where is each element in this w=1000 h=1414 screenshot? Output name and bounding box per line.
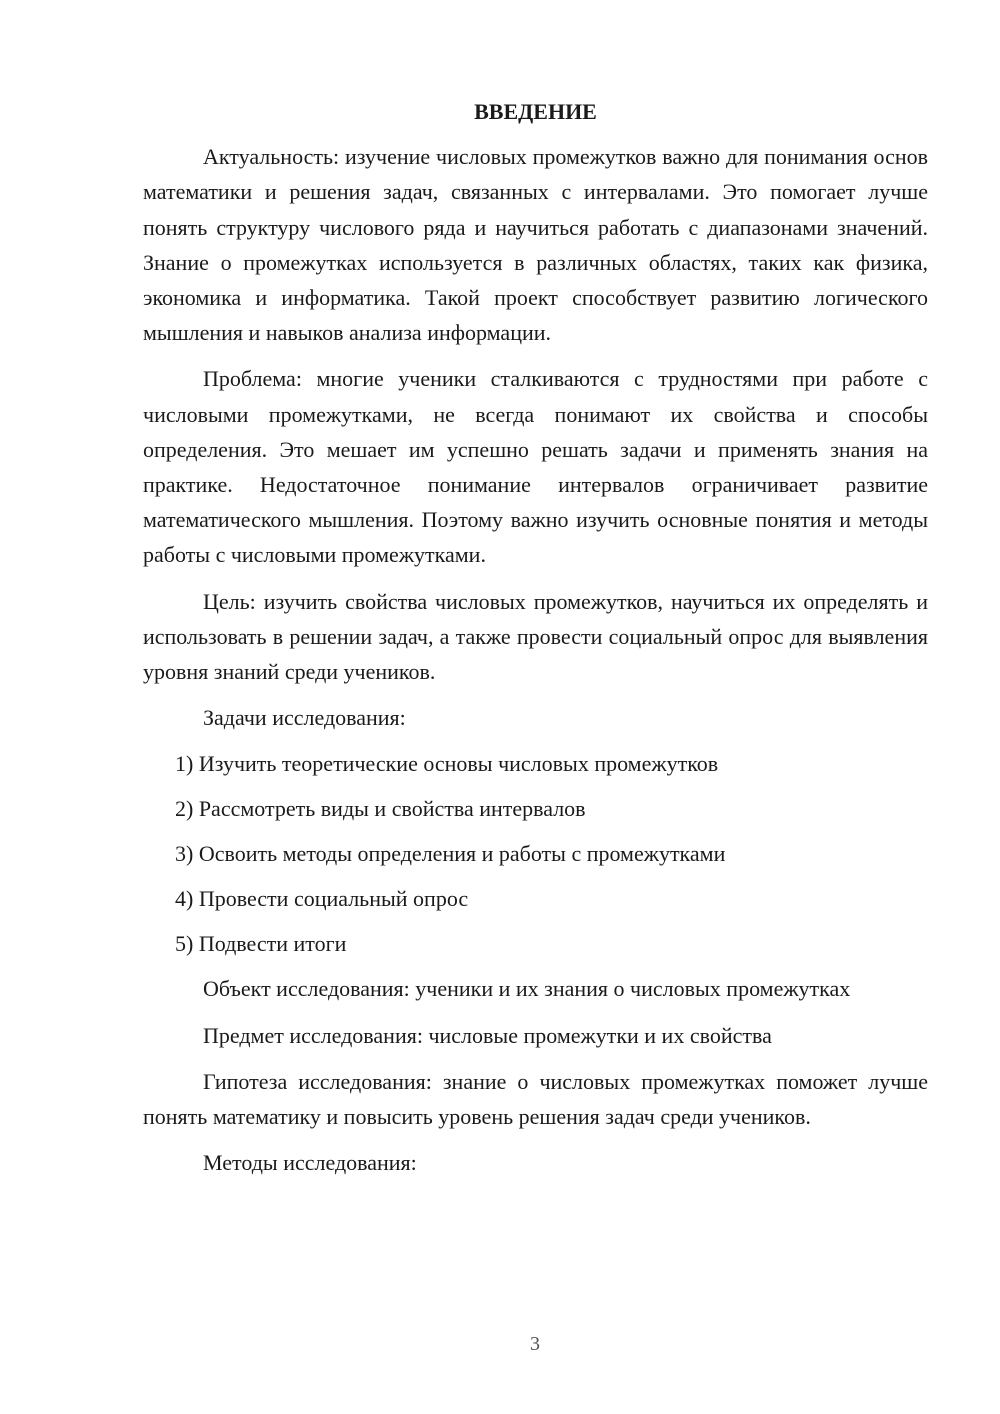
goal-paragraph: Цель: изучить свойства числовых промежутков, научиться их определять и использовать в решении задач, а также провести социальный опрос для выявления уровня знаний среди учеников.	[143, 588, 928, 685]
list-item: 3) Освоить методы определения и работы с промежутками	[175, 841, 726, 867]
tasks-heading: Задачи исследования:	[203, 705, 406, 731]
page-number: 3	[530, 1333, 540, 1355]
list-item: 4) Провести социальный опрос	[175, 886, 469, 912]
list-item: 1) Изучить теоретические основы числовых промежутков	[175, 751, 719, 777]
page-title: ВВЕДЕНИЕ	[474, 99, 597, 124]
subject-paragraph: Предмет исследования: числовые промежутки и их свойства	[203, 1022, 772, 1048]
list-item: 5) Подвести итоги	[175, 931, 347, 957]
relevance-paragraph: Актуальность: изучение числовых промежутков важно для понимания основ математики и решения задач, связанных с интервалами. Это помогает лучше понять структуру числового ряда и научиться работать с диапазонами значений. Знание о промежутках используется в различных областях, таких как физика, экономика и информатика. Такой проект способствует развитию логического мышления и навыков анализа информации.	[143, 144, 928, 346]
page-content	[143, 94, 928, 1180]
tasks-list	[143, 746, 928, 961]
object-paragraph: Объект исследования: ученики и их знания о числовых промежутках	[203, 976, 851, 1002]
hypothesis-paragraph: Гипотеза исследования: знание о числовых промежутках поможет лучше понять математику и повысить уровень решения задач среди учеников.	[143, 1068, 928, 1130]
list-item: 2) Рассмотреть виды и свойства интервалов	[175, 796, 586, 822]
methods-heading: Методы исследования:	[203, 1150, 417, 1176]
problem-paragraph: Проблема: многие ученики сталкиваются с трудностями при работе с числовыми промежутками, не всегда понимают их свойства и способы определения. Это мешает им успешно решать задачи и применять знания на практике. Недостаточное понимание интервалов ограничивает развитие математического мышления. Поэтому важно изучить основные понятия и методы работы с числовыми промежутками.	[143, 366, 928, 568]
